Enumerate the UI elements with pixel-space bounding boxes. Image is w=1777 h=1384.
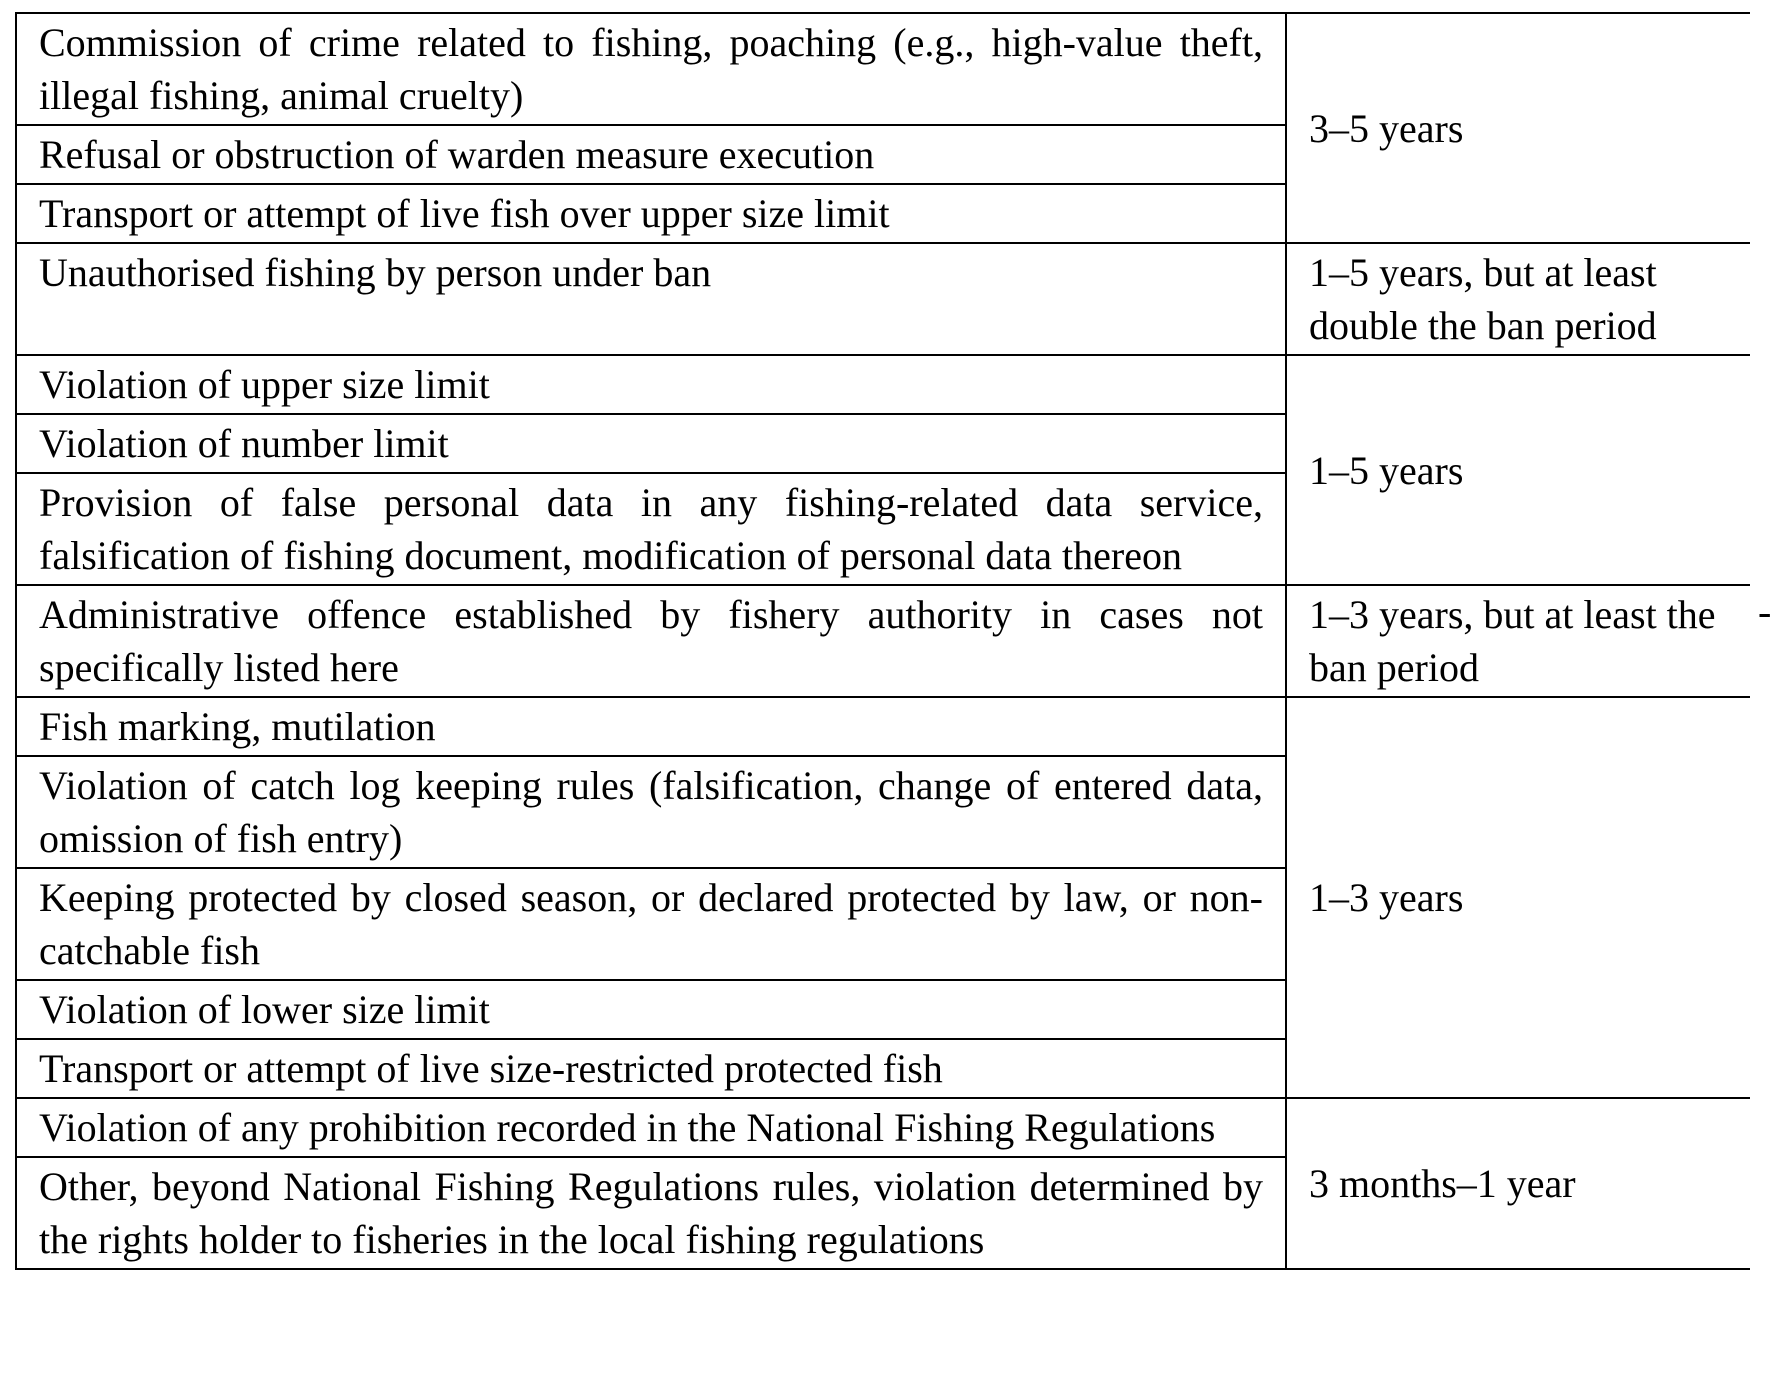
offence-cell: Violation of catch log keeping rules (falsification, change of entered data, omission of fish entry) — [16, 756, 1286, 868]
ban-period-cell: 1–3 years, but at least the ban period — [1286, 585, 1750, 697]
table-row — [16, 585, 1750, 697]
offence-cell: Transport or attempt of live fish over upper size limit — [16, 184, 1286, 243]
offence-cell: Violation of number limit — [16, 414, 1286, 473]
ban-period-cell: 3–5 years — [1286, 13, 1750, 243]
stray-dash-mark: - — [1758, 589, 1772, 634]
offence-cell: Transport or attempt of live size-restricted protected fish — [16, 1039, 1286, 1098]
offence-cell: Administrative offence established by fishery authority in cases not specifically listed here — [16, 585, 1286, 697]
table-row — [16, 13, 1750, 125]
offence-cell: Violation of any prohibition recorded in the National Fishing Regulations — [16, 1098, 1286, 1157]
ban-period-cell: 1–5 years, but at least double the ban period — [1286, 243, 1750, 355]
table-row — [16, 355, 1750, 414]
table-row — [16, 243, 1750, 355]
offence-cell: Refusal or obstruction of warden measure execution — [16, 125, 1286, 184]
offence-cell: Unauthorised fishing by person under ban — [16, 243, 1286, 355]
ban-period-cell: 1–3 years — [1286, 697, 1750, 1098]
ban-period-cell: 1–5 years — [1286, 355, 1750, 585]
offence-cell: Keeping protected by closed season, or declared protected by law, or non-catchable fish — [16, 868, 1286, 980]
offence-cell: Violation of upper size limit — [16, 355, 1286, 414]
offence-cell: Commission of crime related to fishing, poaching (e.g., high-value theft, illegal fishing, animal cruelty) — [16, 13, 1286, 125]
table-row — [16, 697, 1750, 756]
table-row — [16, 1098, 1750, 1157]
offence-ban-period-table — [15, 12, 1750, 1270]
offence-cell: Violation of lower size limit — [16, 980, 1286, 1039]
offence-cell: Provision of false personal data in any fishing-related data service, falsification of fishing document, modification of personal data thereon — [16, 473, 1286, 585]
offence-cell: Fish marking, mutilation — [16, 697, 1286, 756]
offence-cell: Other, beyond National Fishing Regulations rules, violation determined by the rights holder to fisheries in the local fishing regulations — [16, 1157, 1286, 1269]
ban-period-cell: 3 months–1 year — [1286, 1098, 1750, 1269]
